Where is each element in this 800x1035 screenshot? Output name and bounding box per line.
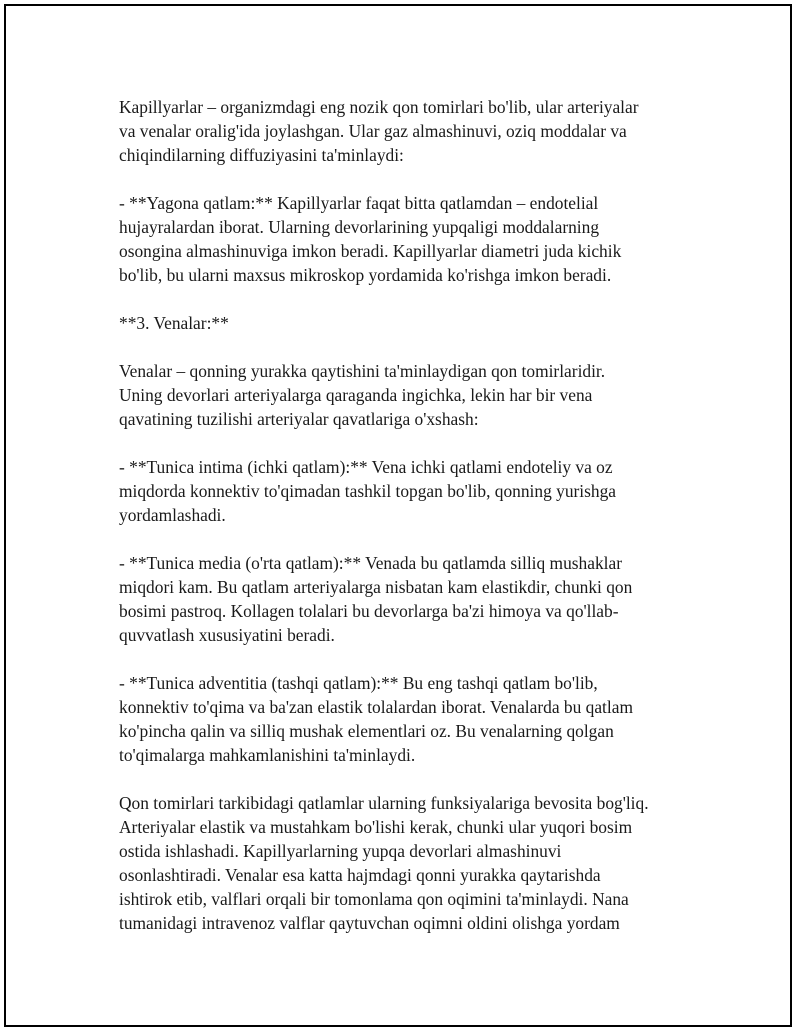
document-page [4,4,792,1027]
list-item-tunica-adventitia: - **Tunica adventitia (tashqi qatlam):** Bu eng tashqi qatlam bo'lib, konnektiv to'qima va ba'zan elastik tolalardan iborat. Venalarda bu qatlam ko'pincha qalin va silliq mushak elementlari oz. Bu venalarning qolgan to'qimalarga mahkamlanishini ta'minlaydi. [119,673,633,765]
document-body [119,95,709,935]
list-item-tunica-intima: - **Tunica intima (ichki qatlam):** Vena ichki qatlami endoteliy va oz miqdorda konnektiv to'qimadan tashkil topgan bo'lib, qonning yurishga yordamlashadi. [119,457,617,525]
list-item-tunica-media: - **Tunica media (o'rta qatlam):** Venada bu qatlamda silliq mushaklar miqdori kam. Bu qatlam arteriyalarga nisbatan kam elastikdir, chunki qon bosimi pastroq. Kollagen tolalari bu devorlarga ba'zi himoya va qo'llab- quvvatlash xususiyatini beradi. [119,553,633,645]
paragraph-conclusion: Qon tomirlari tarkibidagi qatlamlar ularning funksiyalariga bevosita bog'liq. Arteriyalar elastik va mustahkam bo'lishi kerak, chunki ular yuqori bosim ostida ishlashadi. Kapillyarlarning yupqa devorlari almashinuvi osonlashtiradi. Venalar esa katta hajmdagi qonni yurakka qaytarishda ishtirok etib, valflari orqali bir tomonlama qon oqimini ta'minlaydi. Nana tumanidagi intravenoz valflar qaytuvchan oqimni oldini olishga yordam [119,793,649,933]
list-item-yagona-qatlam: - **Yagona qatlam:** Kapillyarlar faqat bitta qatlamdan – endotelial hujayralardan iborat. Ularning devorlarining yupqaligi moddalarning osongina almashinuviga imkon beradi. Kapillyarlar diametri juda kichik bo'lib, bu ularni maxsus mikroskop yordamida ko'rishga imkon beradi. [119,193,622,285]
paragraph-kapillyarlar-intro: Kapillyarlar – organizmdagi eng nozik qon tomirlari bo'lib, ular arteriyalar va venalar oralig'ida joylashgan. Ular gaz almashinuvi, oziq moddalar va chiqindilarning diffuziyasini ta'minlaydi: [119,97,639,165]
section-heading-venalar: **3. Venalar:** [119,313,229,333]
paragraph-venalar-intro: Venalar – qonning yurakka qaytishini ta'minlaydigan qon tomirlaridir. Uning devorlari arteriyalarga qaraganda ingichka, lekin har bir vena qavatining tuzilishi arteriyalar qavatlariga o'xshash: [119,361,606,429]
